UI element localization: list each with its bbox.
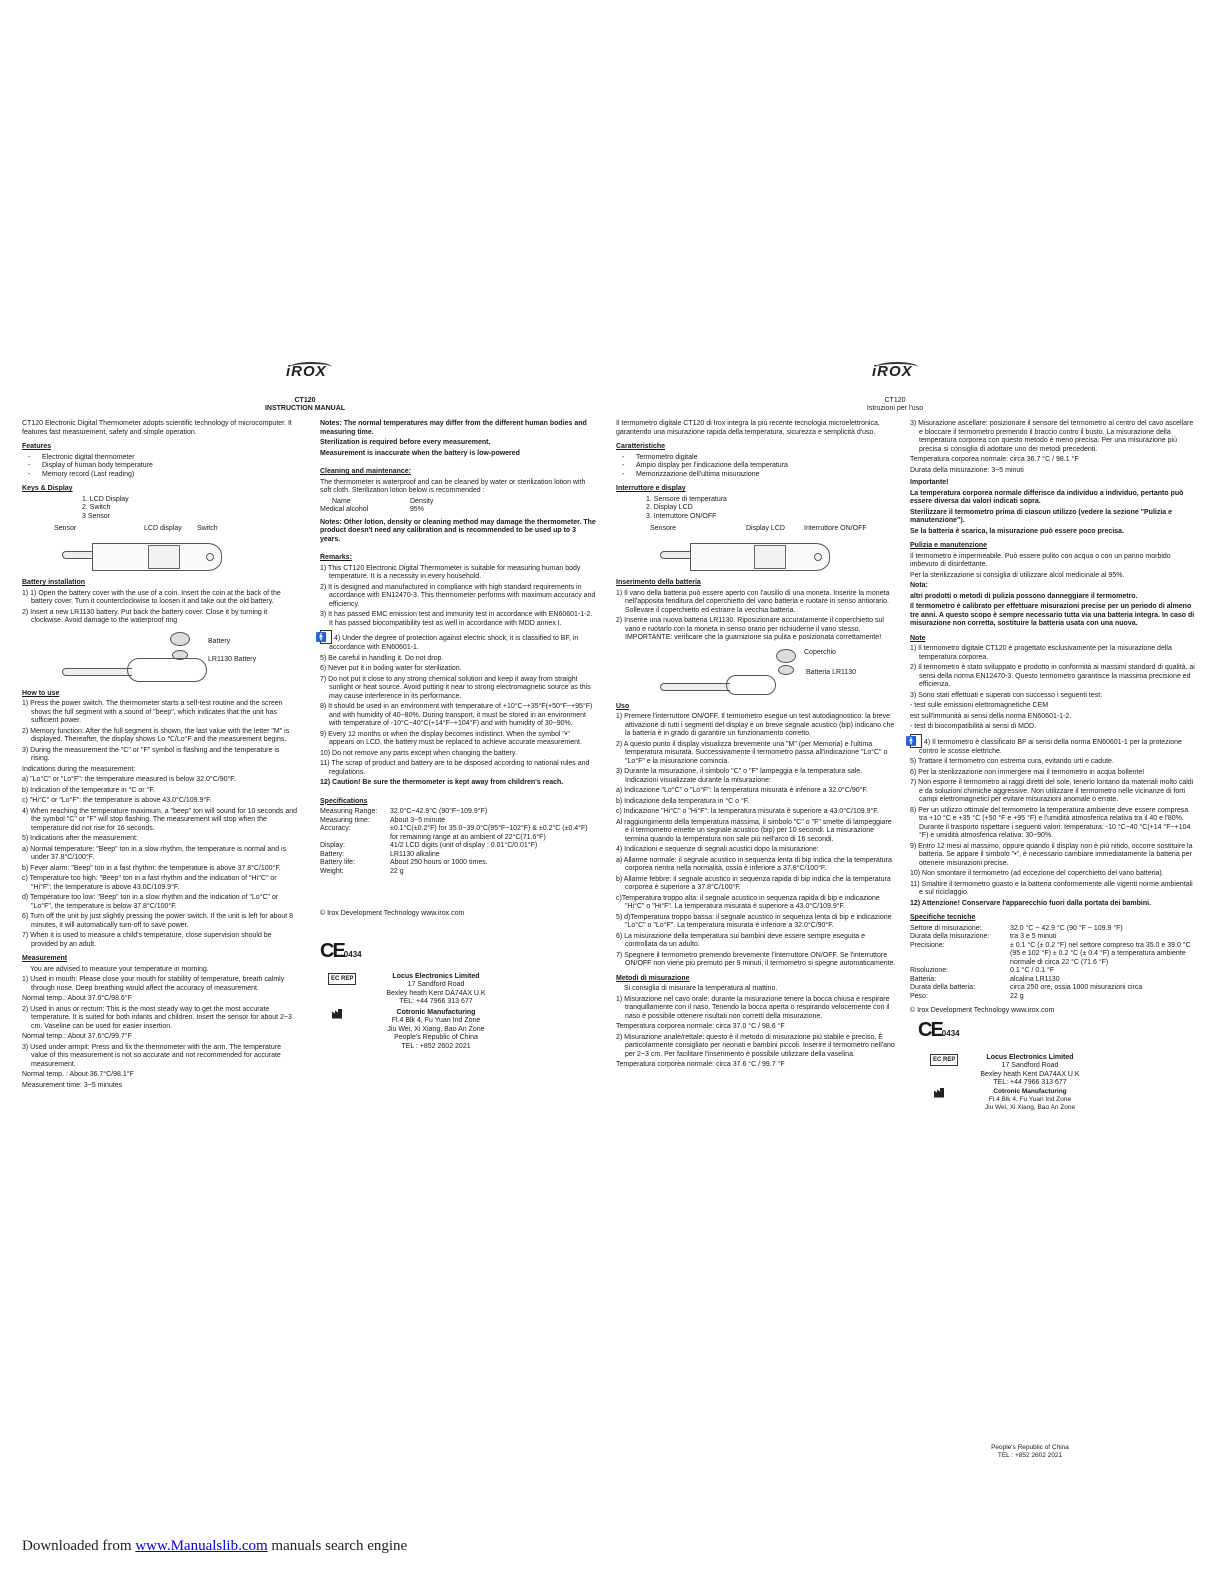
it-col-2: 3) Misurazione ascellare: posizionare il sensore del termometro al centro del cavo ascellare e bloccare il termometro premendo il braccio contro il busto. La misurazione della temperatura corporea con questo metodo è meno precisa. Per una misurazione più precisa si consiglia di adottare uno dei metodi precedenti. Temperatura corporea normale: circa 36.7 °C / 98.1 °F Durata della misurazione: 3~5 minuti Importante! La temperatura corporea normale differisce da individuo a individuo, pertanto può essere diversa dai valori indicati sopra. Sterilizzare il termometro prima di ciascun utilizzo (vedere la sezione "Pulizia e manutenzione"). Se la batteria è scarica, la misurazione può essere poco precisa. Pulizia e manutenzione Il termometro è impermeabile. Può essere pulito con acqua o con un panno morbido imbevuto di disinfettante. Per la sterilizzazione si consiglia di utilizzare alcol medicinale al 95%. Nota: altri prodotti o metodi di pulizia possono danneggiare il termometro. Il termometro è calibrato per effettuare misurazioni precise per un periodo di almeno tre anni. A questo scopo è sempre necessario tutta via una batteria integra. In caso di misurazione non corretta, sostituire la batteria usata con una nuova. Note 1) Il termometro digitale CT120 è progettato esclusivamente per la misurazione della temperatura corporea. 2) Il termometro è stato sviluppato e prodotto in conformità ai massimi standard di qualità, ai sensi della norma EN12470-3. Questo termometro garantisce la massima precisione ed efficienza. 3) Sono stati effettuati e superati con successo i seguenti test: - test sulle emissioni elettromagnetiche CEM est sull'immunità ai sensi della norma EN60601-1-2. - test di biocompatibilità ai sensi di MDD. 🚹 4) Il termometro è classificato BF ai sensi della norma EN60601-1 per la protezione contro le scosse elettriche. 5) Trattare il termometro con estrema cura, evitando urti e cadute. 6) Per la sterilizzazione non immergere mai il termometro in acqua bollente! 7) Non esporre il termometro ai raggi diretti del sole, tenerlo lontano da materiali molto caldi e da soluzioni chimiche aggressive. Non utilizzare il termometro nelle vicinanze di forti campi elettromagnetici per evitare misurazioni anomale o errate. 8) Per un utilizzo ottimale del termometro la temperatura ambiente deve essere compresa tra +10 °C e +35 °C (+50 °F e +95 °F) e l'umidità atmosferica relativa tra il 40 e l'80%. Durante il trasporto rispettare i seguenti valori: temperatura: -10 °C~40 °C(+14 °F~+104 °F) e umidità atmosferica relativa: 30~90%. 9) Entro 12 mesi al massimo, oppure quando il display non è più nitido, occorre sostituire la batteria. Se appare il simbolo "•", è necessario cambiare immediatamente la batteria per ottenere misurazioni precise. 10) Non smontare il termometro (ad eccezione del coperchietto del vano batteria). 11) Smaltire il termometro guasto e la batteria conformemente alle vigenti norme ambientali e sul riciclaggio. 12) Attenzione! Conservare l'apparecchio fuori dalla portata dei bambini. Specifiche tecniche Settore di misurazione: 32.0 °C ~ 42.9 °C (90 °F ~ 109.9 °F) Durata della misurazione: tra 3 e 5 minuti Precisione: ± 0.1 °C (± 0.2 °F) nel settore compreso tra 35.0 e 39.0 °C (95 e 102 °F) ± 0.2 °C (± 0.4 °F) a temperatura ambiente normale di circa 22 °C (71.6 °F) Risoluzione: 0.1 °C / 0.1 °F Batteria: alcalina LR1130 Durata della batteria: circa 250 ore, ossia 1000 misurazioni circa Peso: 22 g © Irox Development Technology www.irox.com CE0434 EC REP Locus Electronics Limited 17 Sandford Road Bexley heath Kent DA74AX U.K TEL: +44 7966 313 677 Cotronic Manufacturing Fl.4 Blk 4, Fu Yuan Ind Zone Jiu Wei, Xi Xiang, Bao An Zone People's Republic of China TEL : +852 2602 2021 [910, 420, 1198, 1120]
en-thermometer-diagram: Sensor LCD display Switch [22, 525, 299, 573]
title-en: CT120 INSTRUCTION MANUAL [264, 397, 346, 412]
title-it: CT120 Istruzioni per l'uso [866, 397, 924, 412]
it-col-1: Il termometro digitale CT120 di Irox integra la più recente tecnologia microelettronica, garantendo una misurazione rapida della temperatura, sicurezza e semplicità d'uso. Caratteristiche - Termometro digitale - Ampio display per l'indicazione della temperatura - Memorizzazione dell'ultima misurazione Interruttore e display 1. Sensore di temperatura 2. Display LCD 3. Interruttore ON/OFF Sensore Display LCD Interruttore ON/OFF Inserimento della batteria 1) Il vano della batteria può essere aperto con l'ausilio di una moneta. Inserire la moneta nell'apposita fenditura del coperchietto del vano batteria e ruotare in senso antiorario. Sollevare il coperchietto ed estrarre la vecchia batteria. 2) Inserire una nuova batteria LR1130. Riposizionare accuratamente il coperchietto sul vano e ruotarlo con la moneta in senso orario per richiuderne il vano stesso. IMPORTANTE: verificare che la guarnizione sia pulita e posizionata correttamente! Coperchio Batteria LR1130 Uso 1) Premere l'interruttore ON/OFF. Il termometro esegue un test autodiagnostico: la breve attivazione di tutti i segmenti del display e un breve segnale acustico (bip) indicano che la batteria è in grado di garantire un funzionamento corretto. 2) A questo punto il display visualizza brevemente una "M" (per Memoria) e l'ultima temperatura misurata. Successivamente il termometro passa all'indicazione "Lo°C" o "Lo°F" e la misurazione comincia. 3) Durante la misurazione, il simbolo "C" o "F" lampeggia e la temperatura sale. Indicazioni visualizzate durante la misurazione: a) Indicazione "Lo°C" o "Lo°F": la temperatura misurata è inferiore a 32.0°C/90°F. b) Indicazione della temperatura in °C o °F. c) Indicazione "Hi°C" o "Hi°F": la temperatura misurata è superiore a 43.0°C/109.9°F. Al raggiungimento della temperatura massima, il simbolo "C" o "F" smette di lampeggiare e il termometro emette un segnale acustico (bip) per 10 secondi. La misurazione termina quando la temperatura non sale più nell'arco di 16 secondi. 4) Indicazioni e sequenze di segnali acustici dopo la misurazione: a) Allarme normale: il segnale acustico in sequenza lenta di bip indica che la temperatura corporea rientra nella normalità, ossia è inferiore a 37.8°C/100°F. b) Allarme febbre: il segnale acustico in sequenza rapida di bip indica che la temperatura corporea è superiore a 37.8°C/100°F. c)Temperatura troppo alta: il segnale acustico in sequenza rapida di bip e indicazione "Hi°C" o "Hi°F". La temperatura misurata è superiore a 43.0°C/109.9°F. 5) d)Temperatura troppo bassa: il segnale acustico in sequenza lenta di bip e indicazione "Lo°C" o "Lo°F". La temperatura misurata è inferiore a 32.0°C/90°F. 6) La misurazione della temperatura sui bambini deve essere sempre eseguita e controllata da un adulto. 7) Spegnere il termometro premendo brevemente l'interruttore ON/OFF. Se l'interruttore ON/OFF non viene più premuto per 9 minuti, il termometro si spegne automaticamente. Metodi di misurazione Si consiglia di misurare la temperatura al mattino. 1) Misurazione nel cavo orale: durante la misurazione tenere la bocca chiusa e respirare tranquillamente con il naso. Tenendo la bocca aperta o respirando velocemente con il naso è possibile ottenere risultati non corretti della misurazione. Temperatura corporea normale: circa 37.0 °C / 98.6 °F 2) Misurazione anale/rettale: questo è il metodo di misurazione più stabile e preciso. È particolarmente consigliato per neonati e bambini piccoli. Inserire il termometro nell'ano per 2~3 cm. Per facilitare l'inserimento è possibile utilizzare della vaselina. Temperatura corporea normale: circa 37.6 °C / 99.7 °F [616, 420, 896, 1072]
bf-symbol-icon-it: 🚹 [910, 734, 922, 748]
en-copyright: © Irox Development Technology www.irox.com [320, 910, 465, 917]
it-spec-heading: Specifiche tecniche [910, 914, 976, 921]
logo-en: iROX [282, 362, 342, 392]
en-howto-heading: How to use [22, 689, 60, 697]
en-spec-heading: Specifications [320, 797, 368, 805]
en-spec-table: Measuring Range: 32.0°C~42.9°C (90°F~109.9°F) Measuring time: About 3~5 minute Accuracy: ±0.1°C(±0.2°F) for 35.0~39.0°C(95°F~102°F) & ±0.2°C (±0.4°F) for remaining range at an ambient of 22°C(71.6°F) Display: 41/2 LCD digits (unit of display : 0.01°C/0.01°F) Battery: LR1130 alkaline Battery life: About 250 hours or 1000 times. Weight: 22 g [320, 808, 588, 875]
en-cleaning-heading: Cleaning and maintenance: [320, 468, 412, 475]
en-intro: CT120 Electronic Digital Thermometer adopts scientific technology of microcomputer. It features fast measurement, safety and simple operation. [22, 420, 292, 436]
manufacturer-icon [332, 1009, 342, 1019]
it-battery-diagram: Coperchio Batteria LR1130 [616, 645, 896, 697]
en-features-list: - Electronic digital thermometer - Display of human body temperature - Memory record (Last reading) [22, 454, 299, 480]
en-keys-heading: Keys & Display [22, 485, 73, 492]
manufacturer-icon-it [934, 1088, 944, 1098]
it-thermometer-diagram: Sensore Display LCD Interruttore ON/OFF [616, 525, 896, 573]
it-measurement-heading: Metodi di misurazione [616, 974, 690, 982]
it-cleaning-heading: Pulizia e manutenzione [910, 542, 988, 549]
en-remarks-list: 1) This CT120 Electronic Digital Thermometer is suitable for measuring human body temperature. It is a necessity in every household. 2) It is designed and manufactured in compliance with high standard requirements in accordance with EN12470-3. This thermometer performs with maximum accuracy and efficiency. 3) It has passed EMC emission test and immunity test in accordance with EN60601-1-2. It has passed biocompatibility test as well in accordance with MDD annex I. 🚹 4) Under the degree of protection against electric shock, it is classified to BF, in accordance with EN60601-1. 5) Be careful in handling it. Do not drop. 6) Never put it in boiling water for sterilization. 7) Do not put it close to any strong chemical solution and keep it away from straight sunlight or heat source. Avoid putting it near to strong electromagnetic source as this may cause interference in its performance. 8) It should be used in an environment with temperature of +10°C~+35°F(+50°F~+95°F) and with humidity of 40~80%. During transport, it must be stored in an environment with temperature of -10°C~40°C(+14°F~+104°F) and with humidity of 30~90%. 9) Every 12 months or when the display becomes indistinct. When the symbol "•" appears on LCD, the battery must be replaced to achieve accurate measurement. 10) Do not remove any parts except when changing the battery. 11) The scrap of product and battery are to be disposed according to national rules and regulations. 12) Caution! Be sure the thermometer is kept away from children's reach. [315, 564, 596, 786]
manualslib-link[interactable]: www.Manualslib.com [135, 1538, 268, 1554]
en-col-1: CT120 Electronic Digital Thermometer adopts scientific technology of microcomputer. It features fast measurement, safety and simple operation. Features - Electronic digital thermometer - Display of human body temperature - Memory record (Last reading) Keys & Display 1. LCD Display 2. Switch 3 Sensor Sensor LCD display Switch Battery installation 1) 1) Open the battery cover with the use of a coin. Insert the coin at the back of the battery cover. Turn it counterclockwise to loosen it and take out the old battery. 2) Insert a new LR1130 battery. Put back the battery cover. Close it by turning it clockwise. Avoid damage to the waterproof ring Battery LR1130 Battery How to use 1) Press the power switch. The thermometer starts a self-test routine and the screen shows the full segment with a sound of "beep", which indicates that the unit has sufficient power. 2) Memory function: After the full segment is shown, the last value with the letter "M" is displayed. Thereafter, the display shows Lo ℃/Lo°F and the measurement begins. 3) During the measurement the "C" or "F" symbol is flashing and the temperature is rising. Indications during the measurement: a) "Lo°C" or "Lo°F": the temperature measured is below 32.0°C/90°F. b) Indication of the temperature in °C or °F. c) "Hi°C" or "Lo°F": the temperature is above 43.0°C/109.9°F. 4) When reaching the temperature maximum, a "beep" ton will sound for 10 seconds and the symbol "C" or "F" will stop flashing. The measurement will stop when the temperature did not rise for 16 seconds. 5) Indications after the measurement: a) Normal temperature: "Beep" ton in a slow rhythm, the temperature is normal and is under 37.8°C/100°F. b) Fever alarm: "Beep" ton in a fast rhythm: the temperature is above 37.8°C/100°F. c) Temperature too high: "Beep" ton in a fast rhythm and the indication of "Hi°C" or "Hi°F": the temperature is above 43.0C/109.9°F. d) Temperature too low: "Beep" ton in a slow rhythm and the indication of "Lo°C" or "Lo°F", the temperature is below 37.8°C/100°F. 6) Turn off the unit by just slightly pressing the power switch. If the unit is left for about 8 minutes, it will automatically turn-off to save power. 7) When it is used to measure a child's temperature, close supervision should be provided by an adult. Measurement You are advised to measure your temperature in morning. 1) Used in mouth: Please close your mouth for stability of temperature, breath calmly through nose. Deep breathing would affect the accuracy of measurement. Normal temp.: About 37.0°C/98.6°F 2) Used in anus or rectum: This is the most steady way to get the most accurate temperature. It is suited for both infants and children. Insert the sensor for about 2~3 cm. Vaseline can be used for easier insertion. Normal temp.: About 37.6°C/99.7°F 3) Used under armpit: Press and fix the thermometer with the arm. The temperature value of this measurement is not so accurate and not recommended for accurate measurement. Normal temp. : About 36.7°C/98.1°F Measurement time: 3~5 minutes [22, 420, 299, 1092]
en-col-2: Notes: The normal temperatures may differ from the different human bodies and measuring time. Sterilization is required before every measurement. Measurement is inaccurate when the battery is low-powered Cleaning and maintenance: The thermometer is waterproof and can be cleaned by water or sterilization lotion with soft cloth. Sterilization lotion below is recommended : Name Density Medical alcohol 95% Notes: Other lotion, density or cleaning method may damage the thermometer. The product doesn't need any calibration and is recommended to be used up to 3 years. Remarks: 1) This CT120 Electronic Digital Thermometer is suitable for measuring human body temperature. It is a necessity in every household. 2) It is designed and manufactured in compliance with high standard requirements in accordance with EN12470-3. This thermometer performs with maximum accuracy and efficiency. 3) It has passed EMC emission test and immunity test in accordance with EN60601-1-2. It has passed biocompatibility test as well in accordance with MDD annex I. 🚹 4) Under the degree of protection against electric shock, it is classified to BF, in accordance with EN60601-1. 5) Be careful in handling it. Do not drop. 6) Never put it in boiling water for sterilization. 7) Do not put it close to any strong chemical solution and keep it away from straight sunlight or heat source. Avoid putting it near to strong electromagnetic source as this may cause interference in its performance. 8) It should be used in an environment with temperature of +10°C~+35°F(+50°F~+95°F) and with humidity of 40~80%. During transport, it must be stored in an environment with temperature of -10°C~40°C(+14°F~+104°F) and with humidity of 30~90%. 9) Every 12 months or when the display becomes indistinct. When the symbol "•" appears on LCD, the battery must be replaced to achieve accurate measurement. 10) Do not remove any parts except when changing the battery. 11) The scrap of product and battery are to be disposed according to national rules and regulations. 12) Caution! Be sure the thermometer is kept away from children's reach. Specifications Measuring Range: 32.0°C~42.9°C (90°F~109.9°F) Measuring time: About 3~5 minute Accuracy: ±0.1°C(±0.2°F) for 35.0~39.0°C(95°F~102°F) & ±0.2°C (±0.4°F) for remaining range at an ambient of 22°C(71.6°F) Display: 41/2 LCD digits (unit of display : 0.01°C/0.01°F) Battery: LR1130 alkaline Battery life: About 250 hours or 1000 times. Weight: 22 g © Irox Development Technology www.irox.com CE0434 EC REP Locus Electronics Limited 17 Sandford Road Bexley heath Kent DA74AX U.K TEL: +44 7966 313 677 Cotronic Manufacturing Fl.4 Blk 4, Fu Yuan Ind Zone Jiu Wei, Xi Xiang, Bao An Zone People's Republic of China TEL : +852 2602 2021 [315, 420, 596, 1050]
en-measurement-heading: Measurement [22, 955, 68, 962]
en-regulatory-block: CE0434 EC REP Locus Electronics Limited 17 Sandford Road Bexley heath Kent DA74AX U.K TEL: +44 7966 313 677 Cotronic Manufacturing Fl.4 Blk 4, Fu Yuan Ind Zone Jiu Wei, Xi Xiang, Bao An Zone People's Republic of China TEL : +852 2602 2021 [320, 939, 486, 1050]
en-battery-heading: Battery installation [22, 579, 86, 586]
it-copyright: © Irox Development Technology www.irox.com [910, 1007, 1055, 1014]
it-howto-heading: Uso [616, 702, 630, 710]
en-howto-list: 1) Press the power switch. The thermometer starts a self-test routine and the screen shows the full segment with a sound of "beep", which indicates that the unit has sufficient power. 2) Memory function: After the full segment is shown, the last value with the letter "M" is displayed. Thereafter, the display shows Lo ℃/Lo°F and the measurement begins. 3) During the measurement the "C" or "F" symbol is flashing and the temperature is rising. Indications during the measurement: a) "Lo°C" or "Lo°F": the temperature measured is below 32.0°C/90°F. b) Indication of the temperature in °C or °F. c) "Hi°C" or "Lo°F": the temperature is above 43.0°C/109.9°F. 4) When reaching the temperature maximum, a "beep" ton will sound for 10 seconds and the symbol "C" or "F" will stop flashing. The measurement will stop when the temperature did not rise for 16 seconds. 5) Indications after the measurement: a) Normal temperature: "Beep" ton in a slow rhythm, the temperature is normal and is under 37.8°C/100°F. b) Fever alarm: "Beep" ton in a fast rhythm: the temperature is above 37.8°C/100°F. c) Temperature too high: "Beep" ton in a fast rhythm and the indication of "Hi°C" or "Hi°F": the temperature is above 43.0C/109.9°F. d) Temperature too low: "Beep" ton in a slow rhythm and the indication of "Lo°C" or "Lo°F", the temperature is below 37.8°C/100°F. 6) Turn off the unit by just slightly pressing the power switch. If the unit is left for about 8 minutes, it will automatically turn-off to save power. 7) When it is used to measure a child's temperature, close supervision should be provided by an adult. [22, 700, 298, 948]
en-battery-diagram: Battery LR1130 Battery [22, 628, 299, 684]
en-battery-steps: 1) 1) Open the battery cover with the use of a coin. Insert the coin at the back of the battery cover. Turn it counterclockwise to loosen it and take out the old battery. 2) Insert a new LR1130 battery. Put back the battery cover. Close it by turning it clockwise. Avoid damage to the waterproof ring [22, 589, 281, 624]
ce-mark-icon: CE [320, 939, 344, 962]
en-cleaning-table: Name Density Medical alcohol 95% [320, 497, 434, 513]
it-keys-heading: Interruttore e display [616, 485, 686, 492]
it-remarks-heading: Note [910, 634, 926, 642]
it-battery-heading: Inserimento della batteria [616, 579, 701, 586]
ec-rep-icon: EC REP [328, 973, 356, 986]
ce-mark-icon-it: CE [918, 1018, 942, 1041]
bf-symbol-icon: 🚹 [320, 630, 332, 644]
en-measurement-list: 1) Used in mouth: Please close your mouth for stability of temperature, breath calmly through nose. Deep breathing would affect the accuracy of measurement. Normal temp.: About 37.0°C/98.6°F 2) Used in anus or rectum: This is the most steady way to get the most accurate temperature. It is suited for both infants and children. Insert the sensor for about 2~3 cm. Vaseline can be used for easier insertion. Normal temp.: About 37.6°C/99.7°F 3) Used under armpit: Press and fix the thermometer with the arm. The temperature value of this measurement is not so accurate and not recommended for accurate measurement. Normal temp. : About 36.7°C/98.1°F Measurement time: 3~5 minutes [22, 976, 292, 1089]
logo-it: iROX [868, 362, 928, 392]
ec-rep-icon-it: EC REP [930, 1054, 958, 1067]
it-features-heading: Caratteristiche [616, 443, 666, 450]
it-regulatory-block: CE0434 EC REP Locus Electronics Limited 17 Sandford Road Bexley heath Kent DA74AX U.K TEL: +44 7966 313 677 Cotronic Manufacturing Fl.4 Blk 4, Fu Yuan Ind Zone Jiu Wei, Xi Xiang, Bao An Zone [918, 1018, 1080, 1111]
en-remarks-heading: Remarks: [320, 554, 352, 561]
footer: Downloaded from www.Manualslib.com manuals search engine [22, 1538, 408, 1554]
en-features-heading: Features [22, 443, 52, 450]
